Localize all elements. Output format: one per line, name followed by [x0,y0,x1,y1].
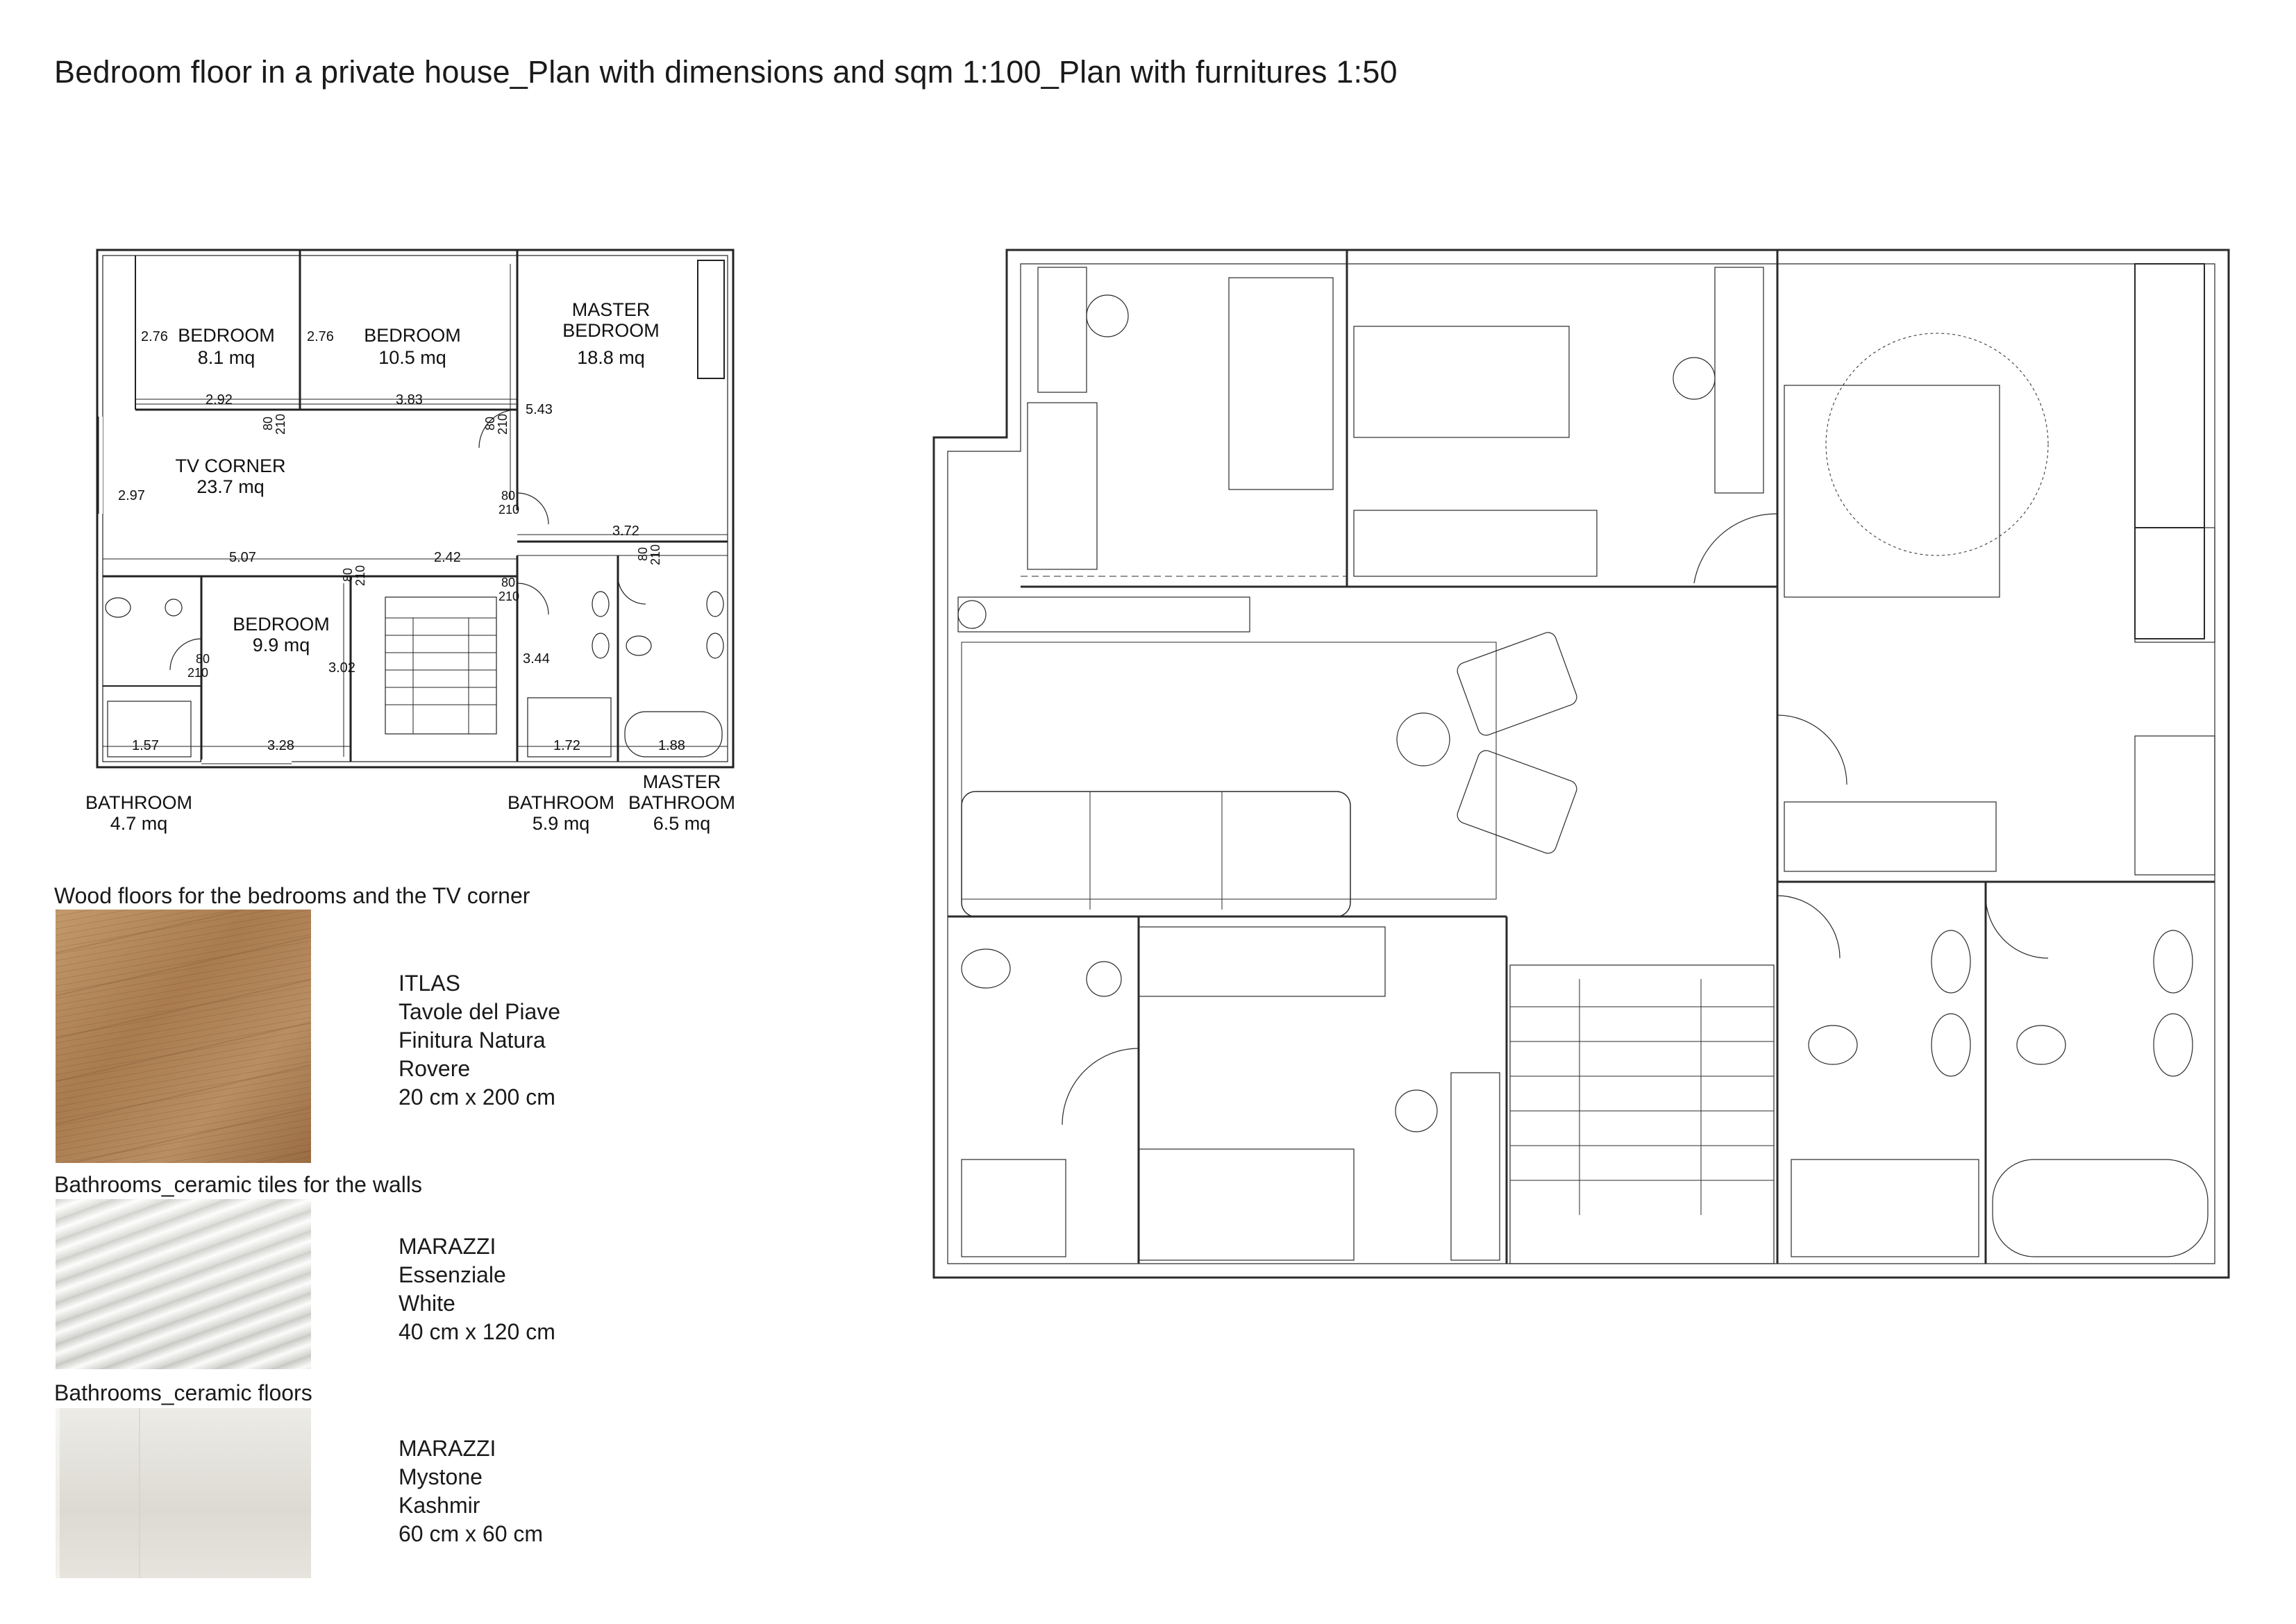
wood-floor-swatch [56,910,311,1163]
room-master-bathroom-name2: BATHROOM [628,792,735,813]
materials-section-floor-tiles-label: Bathrooms_ceramic floors [54,1380,312,1405]
room-bedroom-1-area: 8.1 mq [197,347,255,368]
dimension-label: 1.88 [658,738,685,753]
outer-wall [934,250,2229,1278]
wall-tile-line: 40 cm x 120 cm [399,1319,555,1344]
door-mark-height: 210 [187,666,209,680]
floor-tile-line: Mystone [399,1464,483,1489]
wood-floor-line: 20 cm x 200 cm [399,1085,555,1110]
floor-tile-line: Kashmir [399,1493,480,1518]
door-mark-height: 210 [274,413,287,435]
door-mark-height: 210 [353,564,367,586]
floor-tile-brand: MARAZZI [399,1436,496,1461]
materials-section-wood-label: Wood floors for the bedrooms and the TV corner [54,883,530,908]
room-master-bedroom-name: MASTER [571,299,651,320]
floor-tile-spec [399,1434,543,1548]
dimension-label: 2.92 [206,392,233,408]
room-bathroom-2-name: BATHROOM [508,792,614,813]
room-bathroom-2-area: 5.9 mq [532,813,590,834]
dimension-label: 3.83 [396,392,423,408]
room-bathroom-1-area: 4.7 mq [110,813,168,834]
dimension-label: 5.43 [526,402,553,417]
door-mark-height: 210 [648,544,662,565]
room-bedroom-3-area: 9.9 mq [252,635,310,655]
wood-floor-line: Tavole del Piave [399,999,561,1024]
door-mark-height: 210 [496,413,510,435]
page-title: Bedroom floor in a private house_Plan with dimensions and sqm 1:100_Plan with furnitures 1:50 [54,54,1398,90]
wood-floor-spec [399,969,560,1112]
floor-tile-swatch [56,1408,311,1578]
door-mark-width: 80 [483,416,497,430]
dimension-label: 2.76 [307,329,334,344]
dimension-label: 2.42 [434,550,461,565]
door-mark-height: 210 [498,503,520,517]
dimension-label: 2.97 [118,488,145,503]
dimension-label: 3.02 [328,660,355,676]
wall-tile-swatch [56,1199,311,1369]
door-mark-height: 210 [498,589,520,603]
room-bedroom-2-area: 10.5 mq [378,347,446,368]
room-master-bedroom-area: 18.8 mq [577,347,645,368]
room-bedroom-2-name: BEDROOM [364,325,461,346]
room-tv-corner-name: TV CORNER [175,455,286,476]
room-master-bathroom-name: MASTER [642,771,721,792]
wall-tile-spec [399,1232,555,1346]
room-master-bedroom-name2: BEDROOM [562,320,660,341]
door-mark-width: 80 [636,546,650,561]
wood-floor-line: Rovere [399,1056,471,1081]
dimension-label: 3.72 [612,524,639,539]
wall-tile-brand: MARAZZI [399,1234,496,1259]
dimension-label: 3.44 [523,651,550,667]
materials-section-wall-tiles-label: Bathrooms_ceramic tiles for the walls [54,1172,422,1197]
room-bedroom-1-name: BEDROOM [178,325,275,346]
wall-tile-line: White [399,1291,455,1316]
door-mark-width: 80 [196,652,210,666]
wall-tile-line: Essenziale [399,1262,506,1287]
door-mark-width: 80 [341,567,355,582]
wood-floor-brand: ITLAS [399,971,460,996]
door-mark-width: 80 [501,489,516,503]
dimension-label: 3.28 [267,738,294,753]
floor-tile-line: 60 cm x 60 cm [399,1521,544,1546]
dimension-label: 1.57 [132,738,159,753]
dimension-label: 5.07 [229,550,256,565]
dimension-label: 1.72 [553,738,580,753]
room-bathroom-1-name: BATHROOM [85,792,192,813]
dimension-label: 2.76 [141,329,168,344]
room-bedroom-3-name: BEDROOM [233,614,330,635]
room-tv-corner-area: 23.7 mq [196,476,265,497]
wood-floor-line: Finitura Natura [399,1028,546,1053]
door-mark-width: 80 [501,576,516,589]
door-mark-width: 80 [261,416,275,430]
room-master-bathroom-area: 6.5 mq [653,813,711,834]
